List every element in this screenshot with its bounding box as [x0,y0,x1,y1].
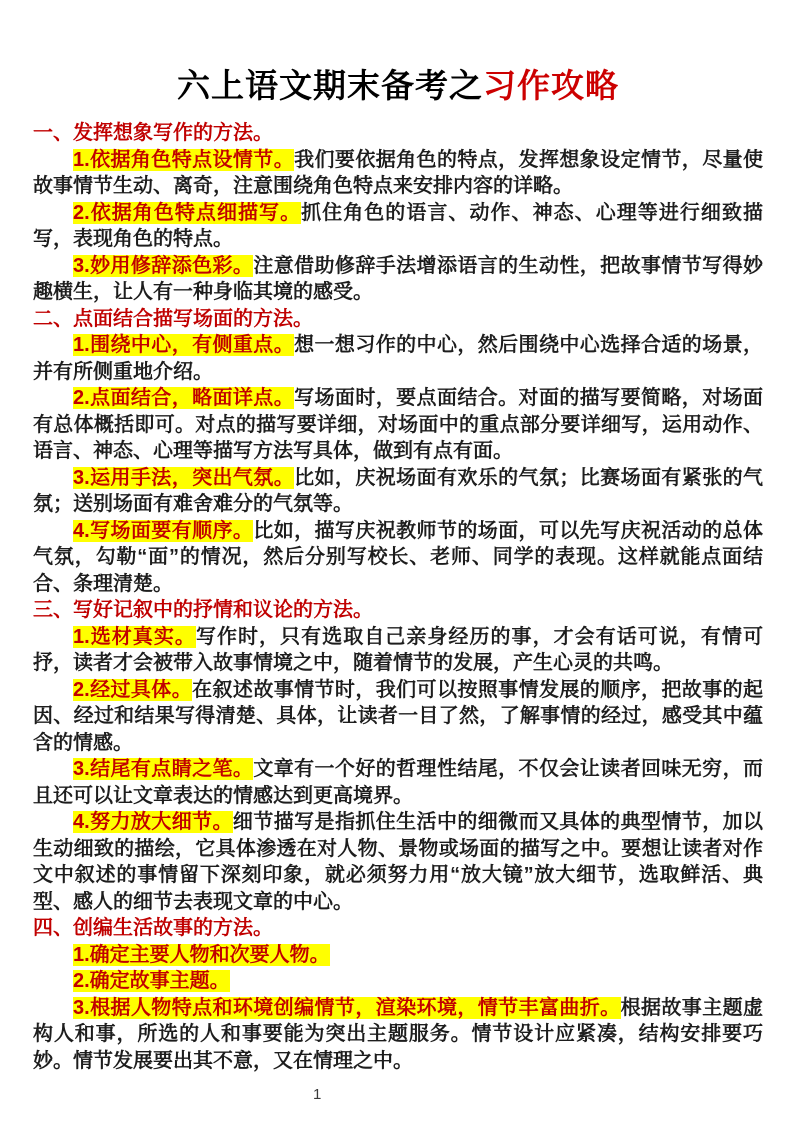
highlighted-item-title: 4.写场面要有顺序。 [73,519,254,542]
paragraph [33,518,763,598]
paragraph [33,756,763,809]
highlighted-item-title: 1.选材真实。 [73,625,196,648]
highlighted-item-title: 2.确定故事主题。 [73,970,230,992]
highlighted-item-title: 1.依据角色特点设情节。 [73,148,295,171]
paragraph [33,465,763,518]
item-body: 文章有一个好的哲理性结尾，不仅会让读者回味无穷，而且还可以让文章表达的情感达到更高境界。 [33,758,763,807]
paragraph [33,677,763,757]
highlighted-item-title: 2.点面结合，略面详点。 [73,387,295,409]
highlighted-item-title: 3.结尾有点睛之笔。 [73,758,254,780]
item-body: 抓住角色的语言、动作、神态、心理等进行细致描写，表现角色的特点。 [33,201,764,250]
paragraph [33,147,763,200]
item-body: 根据故事主题虚构人和事，所选的人和事要能为突出主题服务。情节设计应紧凑，结构安排要巧妙。情节发展要出其不意，又在情理之中。 [33,996,763,1072]
item-body: 我们要依据角色的特点，发挥想象设定情节，尽量使故事情节生动、离奇，注意围绕角色特点来安排内容的详略。 [33,148,763,197]
section-heading-4: 四、创编生活故事的方法。 [33,917,273,939]
paragraph [33,624,763,677]
paragraph [33,385,763,465]
highlighted-item-title: 2.依据角色特点细描写。 [73,201,302,224]
page-number: 1 [313,1086,322,1103]
paragraph [33,253,763,306]
section-heading-1: 一、发挥想象写作的方法。 [33,122,273,144]
paragraph [33,809,763,915]
paragraph [33,942,763,969]
highlighted-item-title: 3.根据人物特点和环境创编情节，渲染环境，情节丰富曲折。 [73,996,621,1019]
paragraph [33,200,763,253]
page-title-black-part: 六上语文期末备考之 [177,67,483,104]
highlighted-item-title: 4.努力放大细节。 [73,811,233,833]
highlighted-item-title: 1.确定主要人物和次要人物。 [73,943,330,966]
highlighted-item-title: 3.运用手法，突出气氛。 [73,466,295,489]
item-body: 细节描写是指抓住生活中的细微而又具体的典型情节，加以生动细致的描绘，它具体渗透在对人物、景物或场面的描写之中。要想让读者对作文中叙述的事情留下深刻印象，就必须努力用“放大镜”放大细节，选取鲜活、典型、感人的细节去表现文章的中心。 [33,811,764,913]
item-body: 比如，描写庆祝教师节的场面，可以先写庆祝活动的总体气氛，勾勒“面”的情况，然后分别写校长、老师、同学的表现。这样就能点面结合、条理清楚。 [33,519,763,595]
highlighted-item-title: 1.围绕中心，有侧重点。 [73,334,295,356]
section-heading-2: 二、点面结合描写场面的方法。 [33,307,313,330]
item-body: 写作时，只有选取自己亲身经历的事，才会有话可说，有情可抒，读者才会被带入故事情境之中，随着情节的发展，产生心灵的共鸣。 [33,625,764,674]
paragraph [33,968,763,995]
highlighted-item-title: 2.经过具体。 [73,678,193,701]
document-body [33,120,763,1074]
item-body: 想一想习作的中心，然后围绕中心选择合适的场景，并有所侧重地介绍。 [33,334,763,383]
item-body: 注意借助修辞手法增添语言的生动性，把故事情节写得妙趣横生，让人有一种身临其境的感受。 [33,254,763,303]
item-body: 写场面时，要点面结合。对面的描写要简略，对场面有总体概括即可。对点的描写要详细，对场面中的重点部分要详细写，运用动作、语言、神态、心理等描写方法写具体，做到有点有面。 [33,387,763,462]
item-body: 在叙述故事情节时，我们可以按照事情发展的顺序，把故事的起因、经过和结果写得清楚、具体，让读者一目了然，了解事情的经过，感受其中蕴含的情感。 [33,678,764,754]
page-title-red-part: 习作攻略 [483,67,619,104]
item-body: 比如，庆祝场面有欢乐的气氛；比赛场面有紧张的气氛；送别场面有难舍难分的气氛等。 [33,466,763,515]
page-title [33,66,763,106]
paragraph [33,995,763,1075]
paragraph [33,332,763,385]
section-heading-3: 三、写好记叙中的抒情和议论的方法。 [33,599,373,621]
highlighted-item-title: 3.妙用修辞添色彩。 [73,254,254,277]
